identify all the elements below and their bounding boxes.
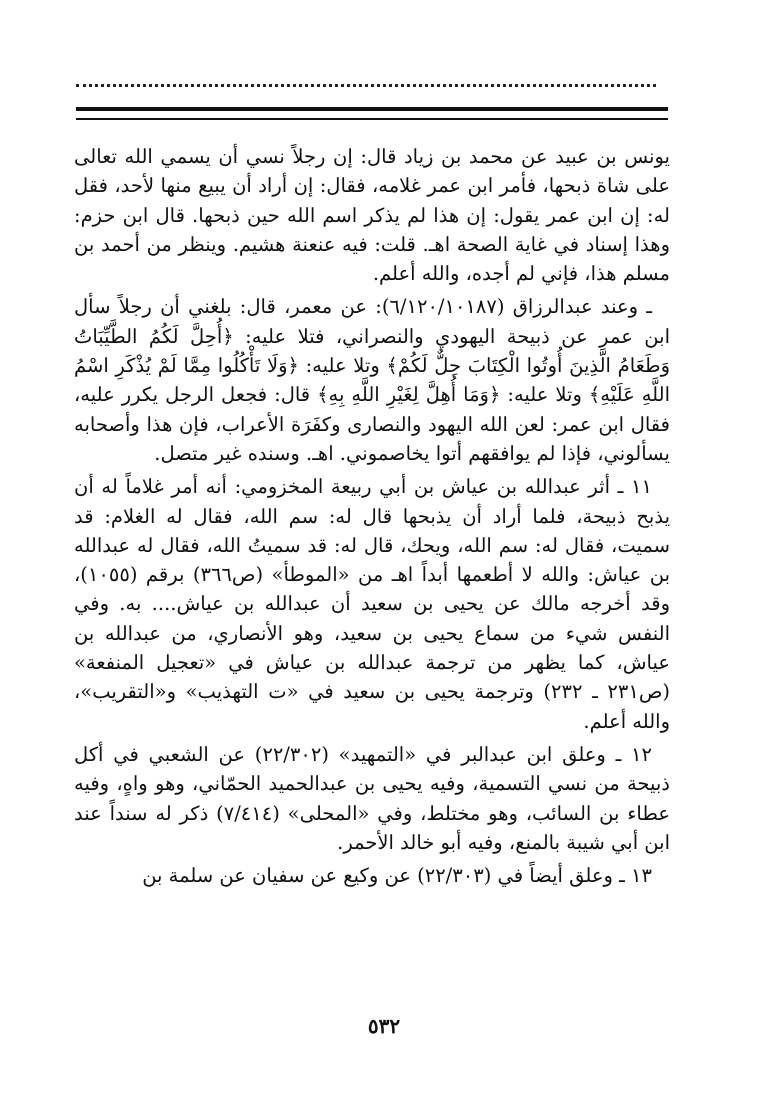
page-number: ٥٣٢	[367, 1014, 401, 1038]
page-body	[74, 142, 670, 894]
paragraph-1: يونس بن عبيد عن محمد بن زياد قال: إن رجلاً نسي أن يسمي الله تعالى على شاة ذبحها، فأمر ابن عمر غلامه، فقال: إن أراد أن يبيع منها لأحد، فقل له: إن ابن عمر يقول: إن هذا لم يذكر اسم الله حين ذبحها. قال ابن حزم: وهذا إسناد في غاية الصحة اهـ. قلت: فيه عنعنة هشيم. وينظر من أحمد بن مسلم هذا، فإني لم أجده، والله أعلم.	[74, 145, 670, 286]
header-dotted-line	[76, 84, 656, 87]
paragraph-4: ١٢ ـ وعلق ابن عبدالبر في «التمهيد» (٢٢/٣٠٢) عن الشعبي في أكل ذبيحة من نسي التسمية، وفيه يحيى بن عبدالحميد الحمّاني، وهو واهٍ، وفيه عطاء بن السائب، وهو مختلط، وفي «المحلى» (٧/٤١٤) ذكر له سنداً عند ابن أبي شيبة بالمنع، وفيه أبو خالد الأحمر.	[74, 742, 671, 854]
header-rule-thin	[76, 118, 668, 120]
header-rule-thick	[76, 107, 668, 111]
paragraph-5: ١٣ ـ وعلق أيضاً في (٢٢/٣٠٣) عن وكيع عن سفيان عن سلمة بن	[142, 864, 652, 888]
paragraph-3: ١١ ـ أثر عبدالله بن عياش بن أبي ربيعة المخزومي: أنه أمر غلاماً له أن يذبح ذبيحة، فلما أراد أن يذبحها قال له: سم الله، فقال له الغلام: قد سميت، فقال له: سم الله، ويحك، قال له: قد سميتُ الله، فقال له عبدالله بن عياش: والله لا أطعمها أبداً اهـ من «الموطأ» (ص٣٦٦) برقم (١٠٥٥)، وقد أخرجه مالك عن يحيى بن سعيد أن عبدالله بن عياش.... به. وفي النفس شيء من سماع يحيى بن سعيد، وهو الأنصاري، من عبدالله بن عياش، كما يظهر من ترجمة عبدالله بن عياش في «تعجيل المنفعة» (ص٢٣١ ـ ٢٣٢) وترجمة يحيى بن سعيد في «ت التهذيب» و«التقريب»، والله أعلم.	[74, 475, 670, 733]
paragraph-2: ـ وعند عبدالرزاق (٦/١٢٠/١٠١٨٧): عن معمر، قال: بلغني أن رجلاً سأل ابن عمر عن ذبيحة اليهودي والنصراني، فتلا عليه: ﴿أُحِلَّ لَكُمُ الطَّيِّبَاتُ وَطَعَامُ الَّذِينَ أُوتُوا الْكِتَابَ حِلٌّ لَكُمْ﴾ وتلا عليه: ﴿وَلَا تَأْكُلُوا مِمَّا لَمْ يُذْكَرِ اسْمُ اللَّهِ عَلَيْهِ﴾ وتلا عليه: ﴿وَمَا أُهِلَّ لِغَيْرِ اللَّهِ بِهِ﴾ قال: فجعل الرجل يكرر عليه، فقال ابن عمر: لعن الله اليهود والنصارى وكفَرَة الأعراب، فإن هذا وأصحابه يسألوني، فإذا لم يوافقهم أتوا يخاصموني. اهـ. وسنده غير متصل.	[74, 295, 670, 465]
